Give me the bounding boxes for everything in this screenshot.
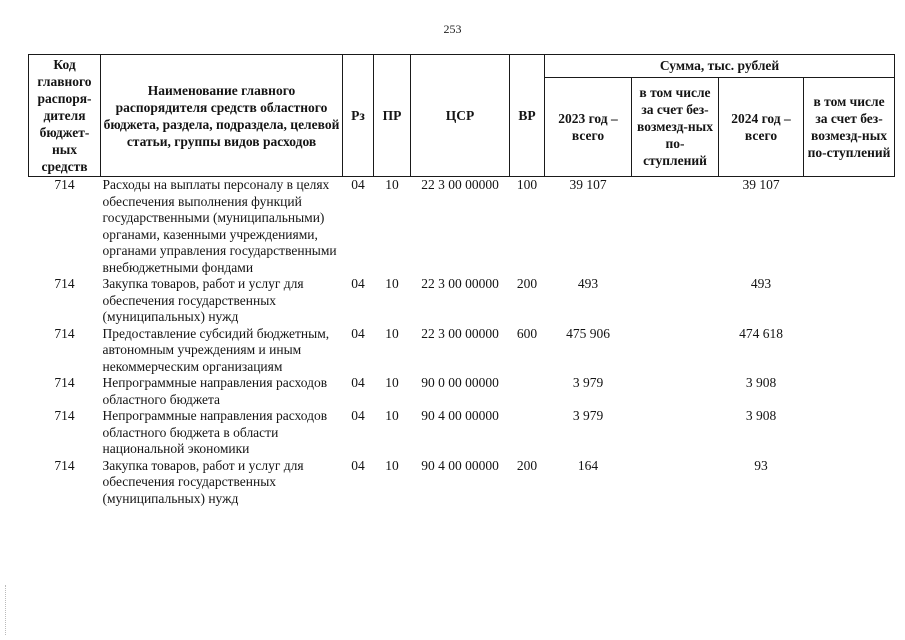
cell-2023-total: 493 xyxy=(577,276,599,291)
cell-code: 714 xyxy=(54,325,75,341)
cell-code: 714 xyxy=(54,276,75,291)
cell-rz: 04 xyxy=(351,276,365,291)
cell-name: Предоставление субсидий бюджетным, автономным учреждениям и иным некоммерческим организациям xyxy=(102,325,330,374)
header-code: Код главного распоря-дителя бюджет-ных средств xyxy=(29,55,101,177)
cell-rz: 04 xyxy=(351,177,365,192)
cell-vr: 600 xyxy=(516,325,538,341)
cell-pr: 10 xyxy=(385,375,399,390)
budget-table xyxy=(28,54,895,507)
cell-code: 714 xyxy=(54,408,75,423)
cell-code: 714 xyxy=(54,457,75,473)
cell-vr: 200 xyxy=(516,457,538,473)
header-2023-total: 2023 год – всего xyxy=(545,77,632,176)
header-name: Наименование главного распорядителя средств областного бюджета, раздела, подраздела, целевой статьи, группы видов расходов xyxy=(101,55,343,177)
cell-rz: 04 xyxy=(351,457,365,473)
cell-2023-total: 39 107 xyxy=(569,177,607,192)
cell-2024-total: 39 107 xyxy=(742,177,780,192)
cell-2023-free xyxy=(632,458,719,508)
cell-pr: 10 xyxy=(385,457,399,473)
table-row xyxy=(29,177,895,277)
cell-2023-total: 3 979 xyxy=(572,375,604,390)
cell-vr: 100 xyxy=(516,177,538,192)
header-rz: Рз xyxy=(343,55,374,177)
header-2023-free: в том числе за счет без-возмезд-ных по-ступлений xyxy=(632,77,719,176)
cell-pr: 10 xyxy=(385,325,399,341)
cell-name: Непрограммные направления расходов областного бюджета в области национальной экономики xyxy=(102,408,328,456)
cell-rz: 04 xyxy=(351,325,365,341)
cell-2023-free xyxy=(632,326,719,376)
table-row xyxy=(29,458,895,508)
cell-2023-total: 3 979 xyxy=(572,408,604,423)
cell-rz: 04 xyxy=(351,408,365,423)
cell-2024-total: 3 908 xyxy=(745,375,777,390)
cell-code: 714 xyxy=(54,177,75,192)
cell-2023-total: 164 xyxy=(577,457,599,473)
cell-pr: 10 xyxy=(385,276,399,291)
cell-name: Закупка товаров, работ и услуг для обеспечения государственных (муниципальных) нужд xyxy=(102,276,304,324)
cell-2024-free xyxy=(804,375,895,408)
cell-2023-free xyxy=(632,177,719,277)
cell-2023-free xyxy=(632,408,719,458)
header-csr: ЦСР xyxy=(411,55,510,177)
cell-csr: 90 4 00 00000 xyxy=(421,408,499,423)
cell-vr: 200 xyxy=(516,276,538,291)
cell-vr xyxy=(510,408,545,458)
header-2024-free: в том числе за счет без-возмезд-ных по-ступлений xyxy=(804,77,895,176)
cell-code: 714 xyxy=(54,375,75,390)
header-pr: ПР xyxy=(374,55,411,177)
scan-edge-divider xyxy=(5,585,6,635)
cell-csr: 90 4 00 00000 xyxy=(421,457,499,473)
cell-2024-total: 3 908 xyxy=(745,408,777,423)
table-row xyxy=(29,276,895,326)
cell-rz: 04 xyxy=(351,375,365,390)
cell-2023-free xyxy=(632,276,719,326)
cell-2024-free xyxy=(804,408,895,458)
cell-2024-total: 493 xyxy=(750,276,772,291)
cell-csr: 90 0 00 00000 xyxy=(421,375,499,390)
table-row xyxy=(29,408,895,458)
cell-csr: 22 3 00 00000 xyxy=(421,276,499,291)
cell-2024-free xyxy=(804,177,895,277)
cell-pr: 10 xyxy=(385,177,399,192)
cell-pr: 10 xyxy=(385,408,399,423)
page-number: 253 xyxy=(443,22,462,36)
cell-2024-free xyxy=(804,326,895,376)
cell-name: Закупка товаров, работ и услуг для обеспечения государственных (муниципальных) нужд xyxy=(102,457,304,506)
header-sum-group: Сумма, тыс. рублей xyxy=(545,55,895,78)
cell-csr: 22 3 00 00000 xyxy=(421,325,499,341)
cell-2024-total: 474 618 xyxy=(739,325,783,341)
cell-name: Непрограммные направления расходов областного бюджета xyxy=(102,375,328,407)
cell-2024-free xyxy=(804,276,895,326)
cell-2024-total: 93 xyxy=(754,457,768,473)
header-vr: ВР xyxy=(510,55,545,177)
cell-name: Расходы на выплаты персоналу в целях обеспечения выполнения функций государственными (муниципальными) органами, казенными учреждениями, органами управления государственными внебюджетными фондами xyxy=(102,177,337,275)
cell-vr xyxy=(510,375,545,408)
table-row xyxy=(29,375,895,408)
cell-csr: 22 3 00 00000 xyxy=(421,177,499,192)
cell-2024-free xyxy=(804,458,895,508)
header-row-top xyxy=(29,55,895,78)
table-row xyxy=(29,326,895,376)
cell-2023-total: 475 906 xyxy=(566,325,610,341)
cell-2023-free xyxy=(632,375,719,408)
header-2024-total: 2024 год – всего xyxy=(719,77,804,176)
